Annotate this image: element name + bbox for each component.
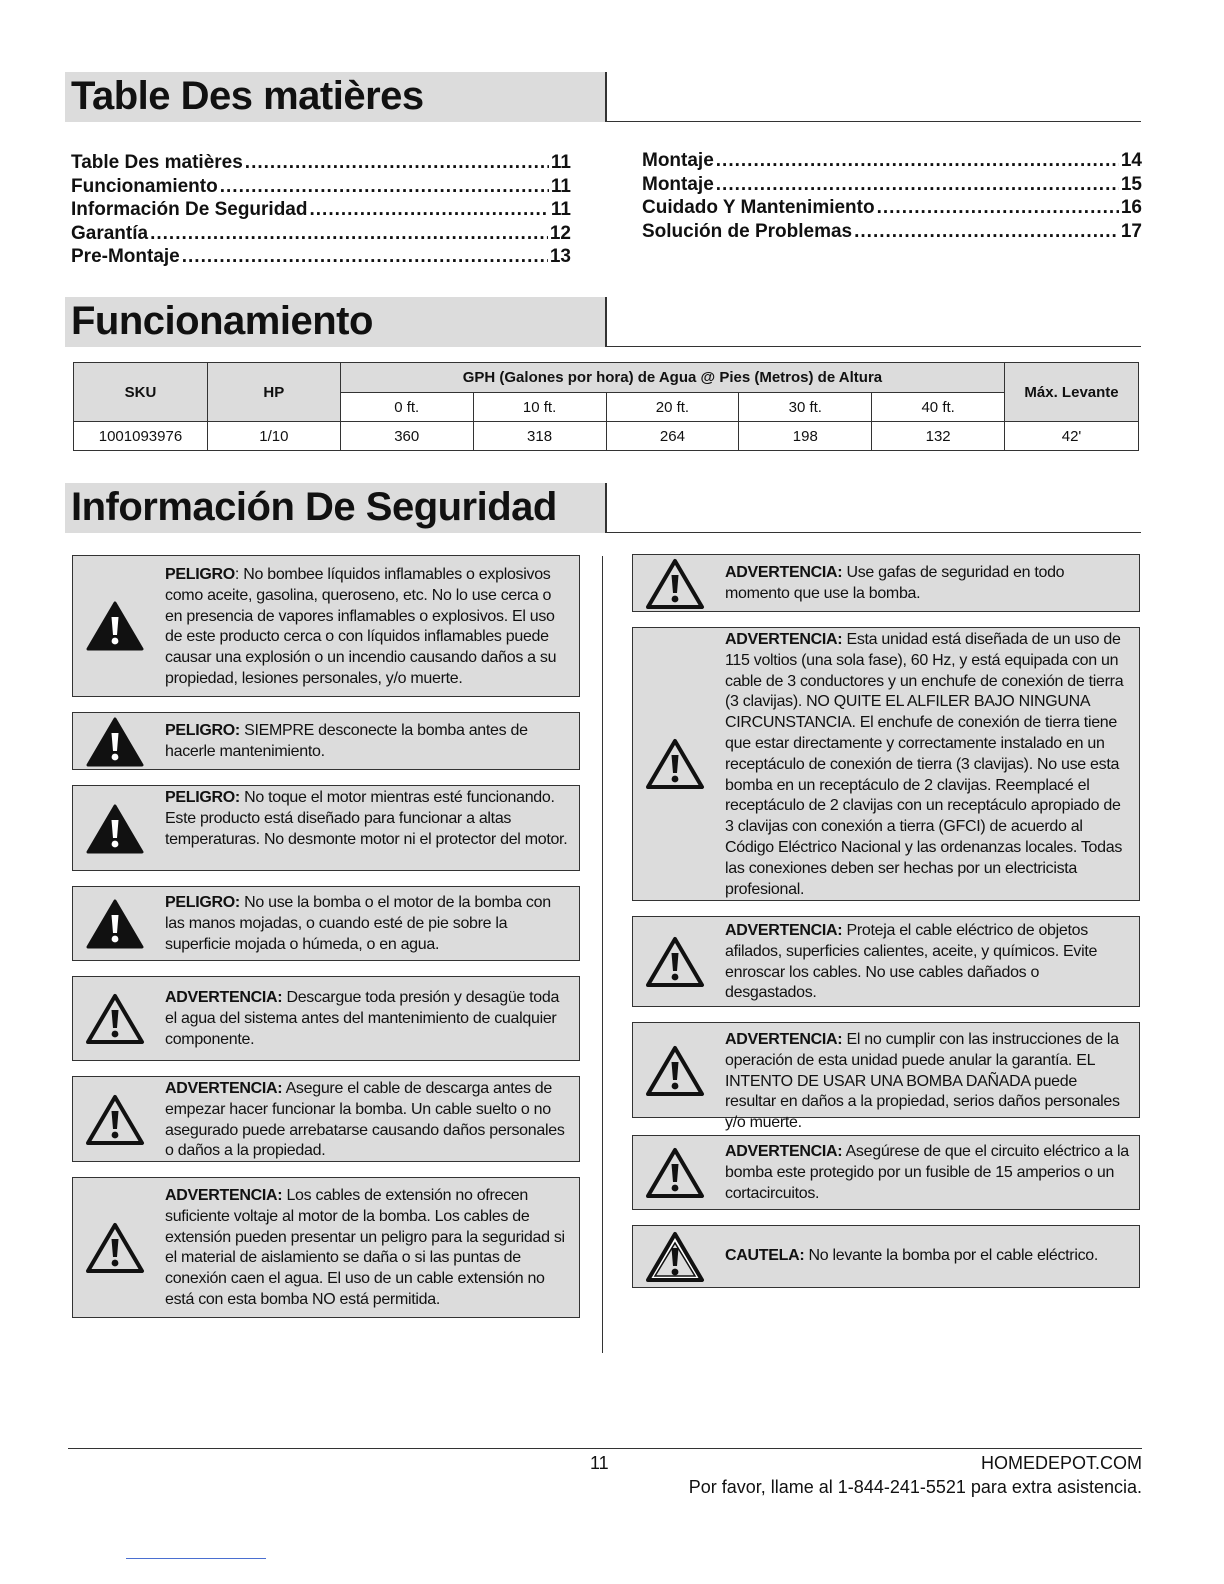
warning-text — [725, 1030, 1131, 1134]
warning-label: CAUTELA: — [725, 1247, 805, 1264]
warning-text — [165, 988, 571, 1050]
warning-icon — [645, 1045, 705, 1097]
warning-box — [72, 1177, 580, 1318]
func-section-header — [65, 297, 1141, 347]
height-header: 40 ft. — [872, 393, 1005, 422]
danger-icon — [85, 716, 145, 768]
gph-cell: 318 — [473, 422, 606, 451]
warning-text — [165, 565, 571, 690]
warning-label: ADVERTENCIA: — [165, 1187, 283, 1204]
warning-triangle-icon — [85, 1094, 145, 1146]
caution-box — [632, 1225, 1140, 1288]
toc-entry-label: Información De Seguridad — [71, 199, 308, 220]
warning-body: No bombee líquidos inflamables o explosivos como aceite, gasolina, queroseno, etc. No lo use cerca o en presencia de vapores inflamables o explosivos. El uso de este producto cerca o con líquidos inflamables puede causar una explosión o un incendio causando daños a su propiedad, lesiones personales, y/o muerte. — [165, 566, 557, 687]
warning-box — [72, 976, 580, 1061]
warning-body: Esta unidad está diseñada de un uso de 115 voltios (una sola fase), 60 Hz, y está equipada con un cable de 3 conductores y un enchufe de conexión de tierra (3 clavijas). NO QUITE EL ALFILER BAJO NINGUNA CIRCUNSTANCIA. El enchufe de conexión de tierra tiene que estar directamente y correctamente instalado en un receptáculo de conexión de tierra (3 clavijas). No use esta bomba en un receptáculo de 2 clavijas. Reemplacé el receptáculo de 2 clavijas con un receptáculo apropiado de 3 clavijas con conexión a tierra (GFCI) de acuerdo al Código Eléctrico Nacional y las ordenanzas locales. Todas las conexiones deben ser hechas por un electricista profesional. — [725, 631, 1124, 898]
toc-entry-page: 14 — [1120, 150, 1142, 171]
warning-text — [165, 721, 571, 763]
height-header: 20 ft. — [606, 393, 739, 422]
toc-entry[interactable] — [71, 152, 571, 176]
warning-text — [725, 1142, 1131, 1204]
warning-text — [725, 921, 1131, 1004]
toc-entry-label: Cuidado Y Mantenimiento — [642, 197, 875, 218]
toc-entry-label: Montaje — [642, 173, 714, 195]
warning-icon — [85, 993, 145, 1045]
warning-label: PELIGRO: — [165, 789, 240, 806]
height-header: 10 ft. — [473, 393, 606, 422]
toc-entry-label: Table Des matières — [71, 152, 243, 173]
toc-entry[interactable] — [71, 223, 571, 247]
danger-triangle-icon — [85, 898, 145, 950]
warning-text — [165, 788, 571, 850]
warning-body: SIEMPRE desconecte la bomba antes de hacerle mantenimiento. — [165, 722, 528, 760]
max-lift-header: Máx. Levante — [1005, 363, 1139, 422]
danger-box — [72, 785, 580, 871]
toc-entry[interactable] — [642, 174, 1142, 198]
safety-section-title: Información De Seguridad — [71, 485, 557, 529]
warning-text — [725, 630, 1131, 900]
warning-icon — [85, 1222, 145, 1274]
gph-cell: 198 — [739, 422, 872, 451]
warning-box — [632, 1135, 1140, 1210]
toc-section-header — [65, 72, 1141, 122]
warning-triangle-icon — [645, 558, 705, 610]
warning-body: El no cumplir con las instrucciones de la operación de esta unidad puede anular la garantía. EL INTENTO DE USAR UNA BOMBA DAÑADA puede resultar en daños a la propiedad, serios daños personales y/o muerte. — [725, 1031, 1120, 1132]
danger-icon — [85, 803, 145, 855]
warning-body: Asegúrese de que el circuito eléctrico a la bomba este protegido por un fusible de 15 amperios o un cortacircuitos. — [725, 1143, 1129, 1202]
warning-body: No levante la bomba por el cable eléctrico. — [808, 1247, 1099, 1264]
hp-header: HP — [207, 363, 340, 422]
toc-leader-dots — [182, 246, 548, 268]
column-divider — [602, 556, 603, 1353]
warning-body: Use gafas de seguridad en todo momento que use la bomba. — [725, 564, 1065, 602]
warning-box — [632, 1022, 1140, 1132]
warning-label: PELIGRO: — [165, 894, 240, 911]
warning-icon — [645, 558, 705, 610]
footer-rule — [68, 1448, 1142, 1449]
toc-leader-dots — [220, 176, 549, 198]
toc-entry-page: 11 — [550, 199, 571, 220]
height-header: 30 ft. — [739, 393, 872, 422]
performance-table — [73, 362, 1139, 451]
warning-triangle-icon — [645, 936, 705, 988]
safety-section-header — [65, 483, 1141, 533]
warning-label: PELIGRO: — [165, 722, 240, 739]
warning-body: Proteja el cable eléctrico de objetos afilados, superficies calientes, aceite, y químicos. Evite enroscar los cables. No use cables dañados o desgastados. — [725, 922, 1098, 1002]
toc-leader-dots — [150, 223, 548, 245]
toc-entry[interactable] — [71, 176, 571, 200]
toc-entry[interactable] — [71, 246, 571, 270]
toc-leader-dots — [877, 197, 1119, 219]
warning-label: ADVERTENCIA: — [725, 631, 843, 648]
toc-entry-page: 15 — [1120, 173, 1142, 195]
warning-label-separator: : — [234, 566, 244, 583]
toc-entry-label: Montaje — [642, 150, 714, 171]
warning-triangle-icon — [85, 993, 145, 1045]
caution-triangle-icon — [645, 1231, 705, 1283]
gph-cell: 360 — [340, 422, 473, 451]
toc-entry-label: Garantía — [71, 222, 149, 244]
gph-cell: 264 — [606, 422, 739, 451]
gph-header: GPH (Galones por hora) de Agua @ Pies (Metros) de Altura — [340, 363, 1004, 393]
warning-icon — [85, 1094, 145, 1146]
toc-entry-page: 11 — [550, 175, 571, 197]
danger-box — [72, 712, 580, 770]
height-header: 0 ft. — [340, 393, 473, 422]
warning-text — [165, 1079, 571, 1162]
warning-text — [725, 563, 1131, 605]
warning-label: ADVERTENCIA: — [725, 922, 843, 939]
toc-leader-dots — [716, 150, 1119, 172]
toc-entry-label: Solución de Problemas — [642, 220, 853, 242]
toc-entry[interactable] — [642, 221, 1142, 245]
danger-triangle-icon — [85, 716, 145, 768]
warning-body: Descargue toda presión y desagüe toda el agua del sistema antes del mantenimiento de cualquier componente. — [165, 989, 560, 1048]
toc-entry[interactable] — [71, 199, 571, 223]
warning-label: ADVERTENCIA: — [725, 1031, 843, 1048]
warning-icon — [645, 1147, 705, 1199]
toc-entry[interactable] — [642, 150, 1142, 174]
table-row — [74, 422, 1139, 451]
warning-triangle-icon — [645, 1147, 705, 1199]
toc-leader-dots — [309, 199, 548, 221]
warning-label: ADVERTENCIA: — [725, 1143, 843, 1160]
page-number: 11 — [590, 1453, 609, 1473]
toc-leader-dots — [854, 221, 1119, 243]
sku-cell: 1001093976 — [74, 422, 208, 451]
warning-icon — [645, 738, 705, 790]
toc-leader-dots — [716, 174, 1119, 196]
toc-entry[interactable] — [642, 197, 1142, 221]
sku-header: SKU — [74, 363, 208, 422]
warning-text — [165, 893, 571, 955]
warning-box — [72, 1076, 580, 1162]
toc-entry-page: 12 — [549, 222, 571, 244]
warning-label: ADVERTENCIA: — [165, 989, 283, 1006]
toc-entry-page: 13 — [549, 246, 571, 267]
warning-body: Los cables de extensión no ofrecen suficiente voltaje al motor de la bomba. Los cables de extensión pueden presentar un peligro para la seguridad si el material de aislamiento se daña o si las puntas de conexión caen el agua. El uso de un cable extensión no está con esta bomba NO está permitida. — [165, 1187, 565, 1308]
gph-cell: 132 — [872, 422, 1005, 451]
toc-entry-label: Funcionamiento — [71, 175, 218, 197]
caution-icon — [645, 1231, 705, 1283]
warning-icon — [645, 936, 705, 988]
func-section-title: Funcionamiento — [71, 299, 373, 343]
warning-box — [632, 627, 1140, 901]
warning-triangle-icon — [85, 1222, 145, 1274]
toc-entry-page: 16 — [1120, 197, 1142, 218]
danger-triangle-icon — [85, 803, 145, 855]
warning-label: ADVERTENCIA: — [165, 1080, 283, 1097]
danger-triangle-icon — [85, 600, 145, 652]
site-url[interactable]: HOMEDEPOT.COM — [980, 1453, 1142, 1473]
warning-label: PELIGRO — [165, 566, 235, 583]
warning-box — [632, 916, 1140, 1007]
danger-icon — [85, 898, 145, 950]
warning-triangle-icon — [645, 738, 705, 790]
toc-entry-label: Pre-Montaje — [71, 246, 180, 267]
danger-box — [72, 555, 580, 697]
toc-leader-dots — [245, 152, 549, 174]
danger-box — [72, 886, 580, 961]
footer-link-underline — [126, 1558, 266, 1559]
toc-left-column — [71, 152, 571, 270]
warning-text — [165, 1186, 571, 1311]
warning-body: Asegure el cable de descarga antes de empezar hacer funcionar la bomba. Un cable suelto o no asegurado puede arrebatarse causando daños personales o daños a la propiedad. — [165, 1080, 565, 1160]
danger-icon — [85, 600, 145, 652]
warning-label: ADVERTENCIA: — [725, 564, 843, 581]
warning-body: No use la bomba o el motor de la bomba con las manos mojadas, o cuando esté de pie sobre la superficie mojada o húmeda, o en agua. — [165, 894, 551, 953]
help-line: Por favor, llame al 1-844-241-5521 para extra asistencia. — [688, 1477, 1142, 1497]
warning-triangle-icon — [645, 1045, 705, 1097]
toc-entry-page: 11 — [550, 152, 571, 173]
toc-entry-page: 17 — [1120, 220, 1142, 242]
warning-box — [632, 554, 1140, 612]
warning-body: No toque el motor mientras esté funcionando. Este producto está diseñado para funcionar a altas temperaturas. No desmonte motor ni el protector del motor. — [165, 789, 568, 848]
warning-text — [725, 1246, 1131, 1267]
toc-section-title: Table Des matières — [71, 74, 424, 118]
toc-right-column — [642, 150, 1142, 244]
hp-cell: 1/10 — [207, 422, 340, 451]
max-lift-cell: 42' — [1005, 422, 1139, 451]
